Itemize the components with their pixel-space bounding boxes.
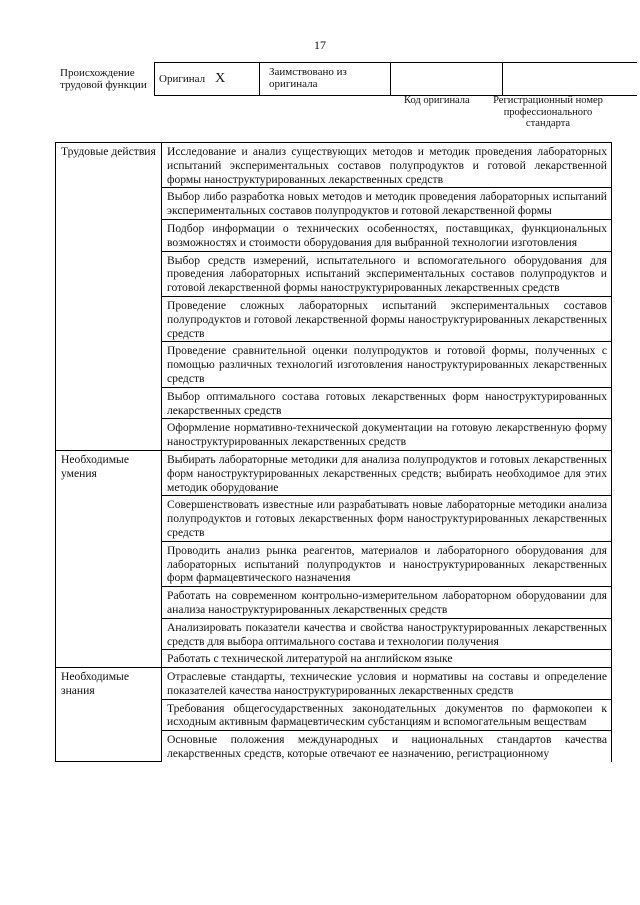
table-cell: Совершенствовать известные или разрабатывать новые лабораторные методики анализа полупродуктов и готовых лекарственных форм наноструктурированных лекарственных средств (162, 496, 612, 541)
table-cell: Подбор информации о технических особенностях, поставщиках, функциональных возможностях и стоимости оборудования для выбранной технологии изготовления (162, 219, 612, 251)
table-cell: Проведение сложных лабораторных испытаний экспериментальных составов полупродуктов и готовой лекарственной формы наноструктурированных лекарственных средств (162, 296, 612, 341)
code-label: Код оригинала (404, 95, 470, 106)
table-cell: Выбор оптимального состава готовых лекарственных форм наноструктурированных лекарственных средств (162, 387, 612, 419)
table-row (56, 450, 612, 495)
table-cell: Проводить анализ рынка реагентов, материалов и лабораторного оборудования для лабораторных испытаний полупродуктов и наноструктурированных лекарственных форм фармацевтического назначения (162, 541, 612, 586)
function-table (55, 142, 612, 762)
borrowed-cell: Заимствовано из оригинала (260, 63, 391, 95)
original-cell (155, 63, 260, 95)
table-row (56, 668, 612, 700)
table-cell: Работать на современном контрольно-измерительном лабораторном оборудовании для анализа наноструктурированных лекарственных средств (162, 587, 612, 619)
origin-table (154, 62, 637, 96)
table-row (56, 143, 612, 188)
table-cell: Проведение сравнительной оценки полупродуктов и готовой формы, полученных с помощью различных технологий изготовления наноструктурированных лекарственных средств (162, 342, 612, 387)
section-title: Трудовые действия (56, 143, 162, 451)
origin-label: Происхождение трудовой функции (60, 67, 147, 91)
table-cell: Отраслевые стандарты, технические условия и нормативы на составы и определение показателей качества наноструктурированных лекарственных средств (162, 668, 612, 700)
table-cell: Работать с технической литературой на английском языке (162, 650, 612, 668)
code-cell (391, 63, 503, 95)
original-mark: X (215, 71, 226, 86)
section-title: Необходимые умения (56, 450, 162, 667)
page-number: 17 (314, 38, 326, 52)
table-cell: Оформление нормативно-технической документации на готовую лекарственную форму наноструктурированных лекарственных средств (162, 419, 612, 451)
table-cell: Требования общегосударственных законодательных документов по фармокопеи к исходным активным фармацевтическим субстанциям и вспомогательным веществам (162, 699, 612, 731)
reg-number-label: Регистрационный номер профессионального стандарта (493, 95, 603, 129)
original-label: Оригинал (159, 73, 206, 85)
table-cell: Основные положения международных и национальных стандартов качества лекарственных средств, которые отвечают ее назначению, регистрационному (162, 731, 612, 762)
table-cell: Выбор либо разработка новых методов и методик проведения лабораторных испытаний экспериментальных составов полупродуктов и готовой лекарственной формы (162, 188, 612, 220)
table-cell: Исследование и анализ существующих методов и методик проведения лабораторных испытаний экспериментальных составов полупродуктов и готовой лекарственной формы наноструктурированных лекарственных средств (162, 143, 612, 188)
reg-number-cell (503, 63, 637, 95)
table-cell: Выбирать лабораторные методики для анализа полупродуктов и готовых лекарственных форм наноструктурированных лекарственных средств; выбирать необходимое для этих методик оборудование (162, 450, 612, 495)
table-cell: Выбор средств измерений, испытательного и вспомогательного оборудования для проведения лабораторных испытаний экспериментальных составов полупродуктов и готовой лекарственной формы наноструктурированных лекарственных средств (162, 251, 612, 296)
section-title: Необходимые знания (56, 668, 162, 762)
table-cell: Анализировать показатели качества и свойства наноструктурированных лекарственных средств для выбора оптимального состава и технологии получения (162, 618, 612, 650)
